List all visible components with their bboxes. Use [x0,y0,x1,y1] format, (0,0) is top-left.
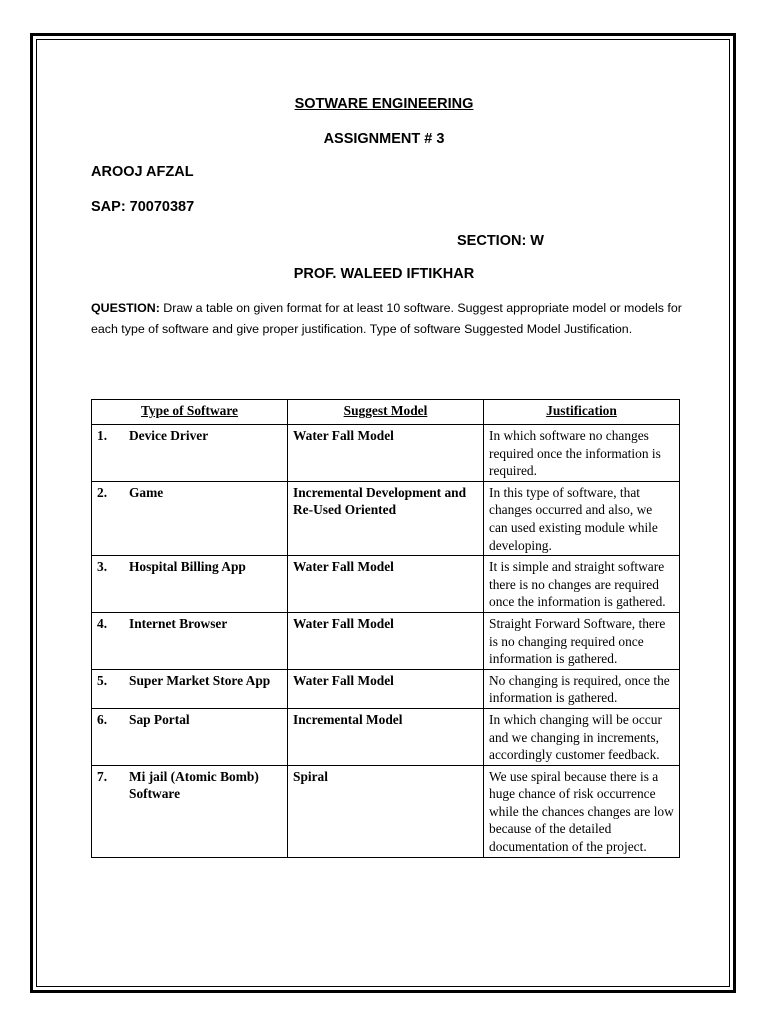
table-row [92,425,680,482]
software-type: Mi jail (Atomic Bomb) Software [129,768,259,802]
sap-id: SAP: 70070387 [91,199,195,215]
software-model-table [91,399,680,858]
type-cell [92,612,288,669]
question-paragraph [91,298,685,340]
justification-cell: Straight Forward Software, there is no changing required once information is gathered. [484,612,680,669]
row-number: 7. [97,768,108,784]
model-cell: Spiral [288,765,484,857]
software-type: Super Market Store App [129,672,271,688]
table-row [92,708,680,765]
row-number: 3. [97,559,108,575]
table-row [92,481,680,555]
header-justification: Justification [484,400,680,425]
model-cell: Incremental Model [288,708,484,765]
model-cell: Water Fall Model [288,556,484,613]
software-type: Internet Browser [129,615,228,631]
justification-cell: In which changing will be occur and we changing in increments, accordingly customer feedback. [484,708,680,765]
justification-cell: It is simple and straight software there is no changes are required once the information is gathered. [484,556,680,613]
assignment-number: ASSIGNMENT # 3 [323,131,445,147]
justification-cell: In this type of software, that changes occurred and also, we can used existing module while developing. [484,481,680,555]
software-type: Hospital Billing App [129,559,246,575]
type-cell [92,765,288,857]
table-row [92,612,680,669]
student-name: AROOJ AFZAL [91,164,194,180]
table-row [92,765,680,857]
software-type: Game [129,484,164,500]
section-label: SECTION: W [457,233,544,249]
table-header-row [92,400,680,425]
question-text: Draw a table on given format for at least 10 software. Suggest appropriate model or models for each type of software and give proper justification. Type of software Suggested Model Justification. [91,301,682,336]
model-cell: Water Fall Model [288,425,484,482]
justification-cell: In which software no changes required once the information is required. [484,425,680,482]
software-type: Device Driver [129,428,209,443]
type-cell [92,556,288,613]
table-row [92,669,680,708]
header-type-of-software: Type of Software [92,400,288,425]
software-type: Sap Portal [129,711,190,727]
row-number: 2. [97,484,108,500]
professor-name: PROF. WALEED IFTIKHAR [293,266,475,282]
row-number: 1. [97,428,108,443]
document-title: SOTWARE ENGINEERING [294,96,474,112]
row-number: 4. [97,615,108,631]
justification-cell: We use spiral because there is a huge chance of risk occurrence while the chances changes are low because of the detailed documentation of the project. [484,765,680,857]
type-cell [92,425,288,482]
model-cell: Water Fall Model [288,612,484,669]
row-number: 5. [97,672,108,688]
type-cell [92,481,288,555]
model-cell: Water Fall Model [288,669,484,708]
type-cell [92,708,288,765]
model-cell: Incremental Development and Re-Used Oriented [288,481,484,555]
row-number: 6. [97,711,108,727]
question-label: QUESTION: [91,301,160,315]
header-suggest-model: Suggest Model [288,400,484,425]
justification-cell: No changing is required, once the information is gathered. [484,669,680,708]
type-cell [92,669,288,708]
table-row [92,556,680,613]
